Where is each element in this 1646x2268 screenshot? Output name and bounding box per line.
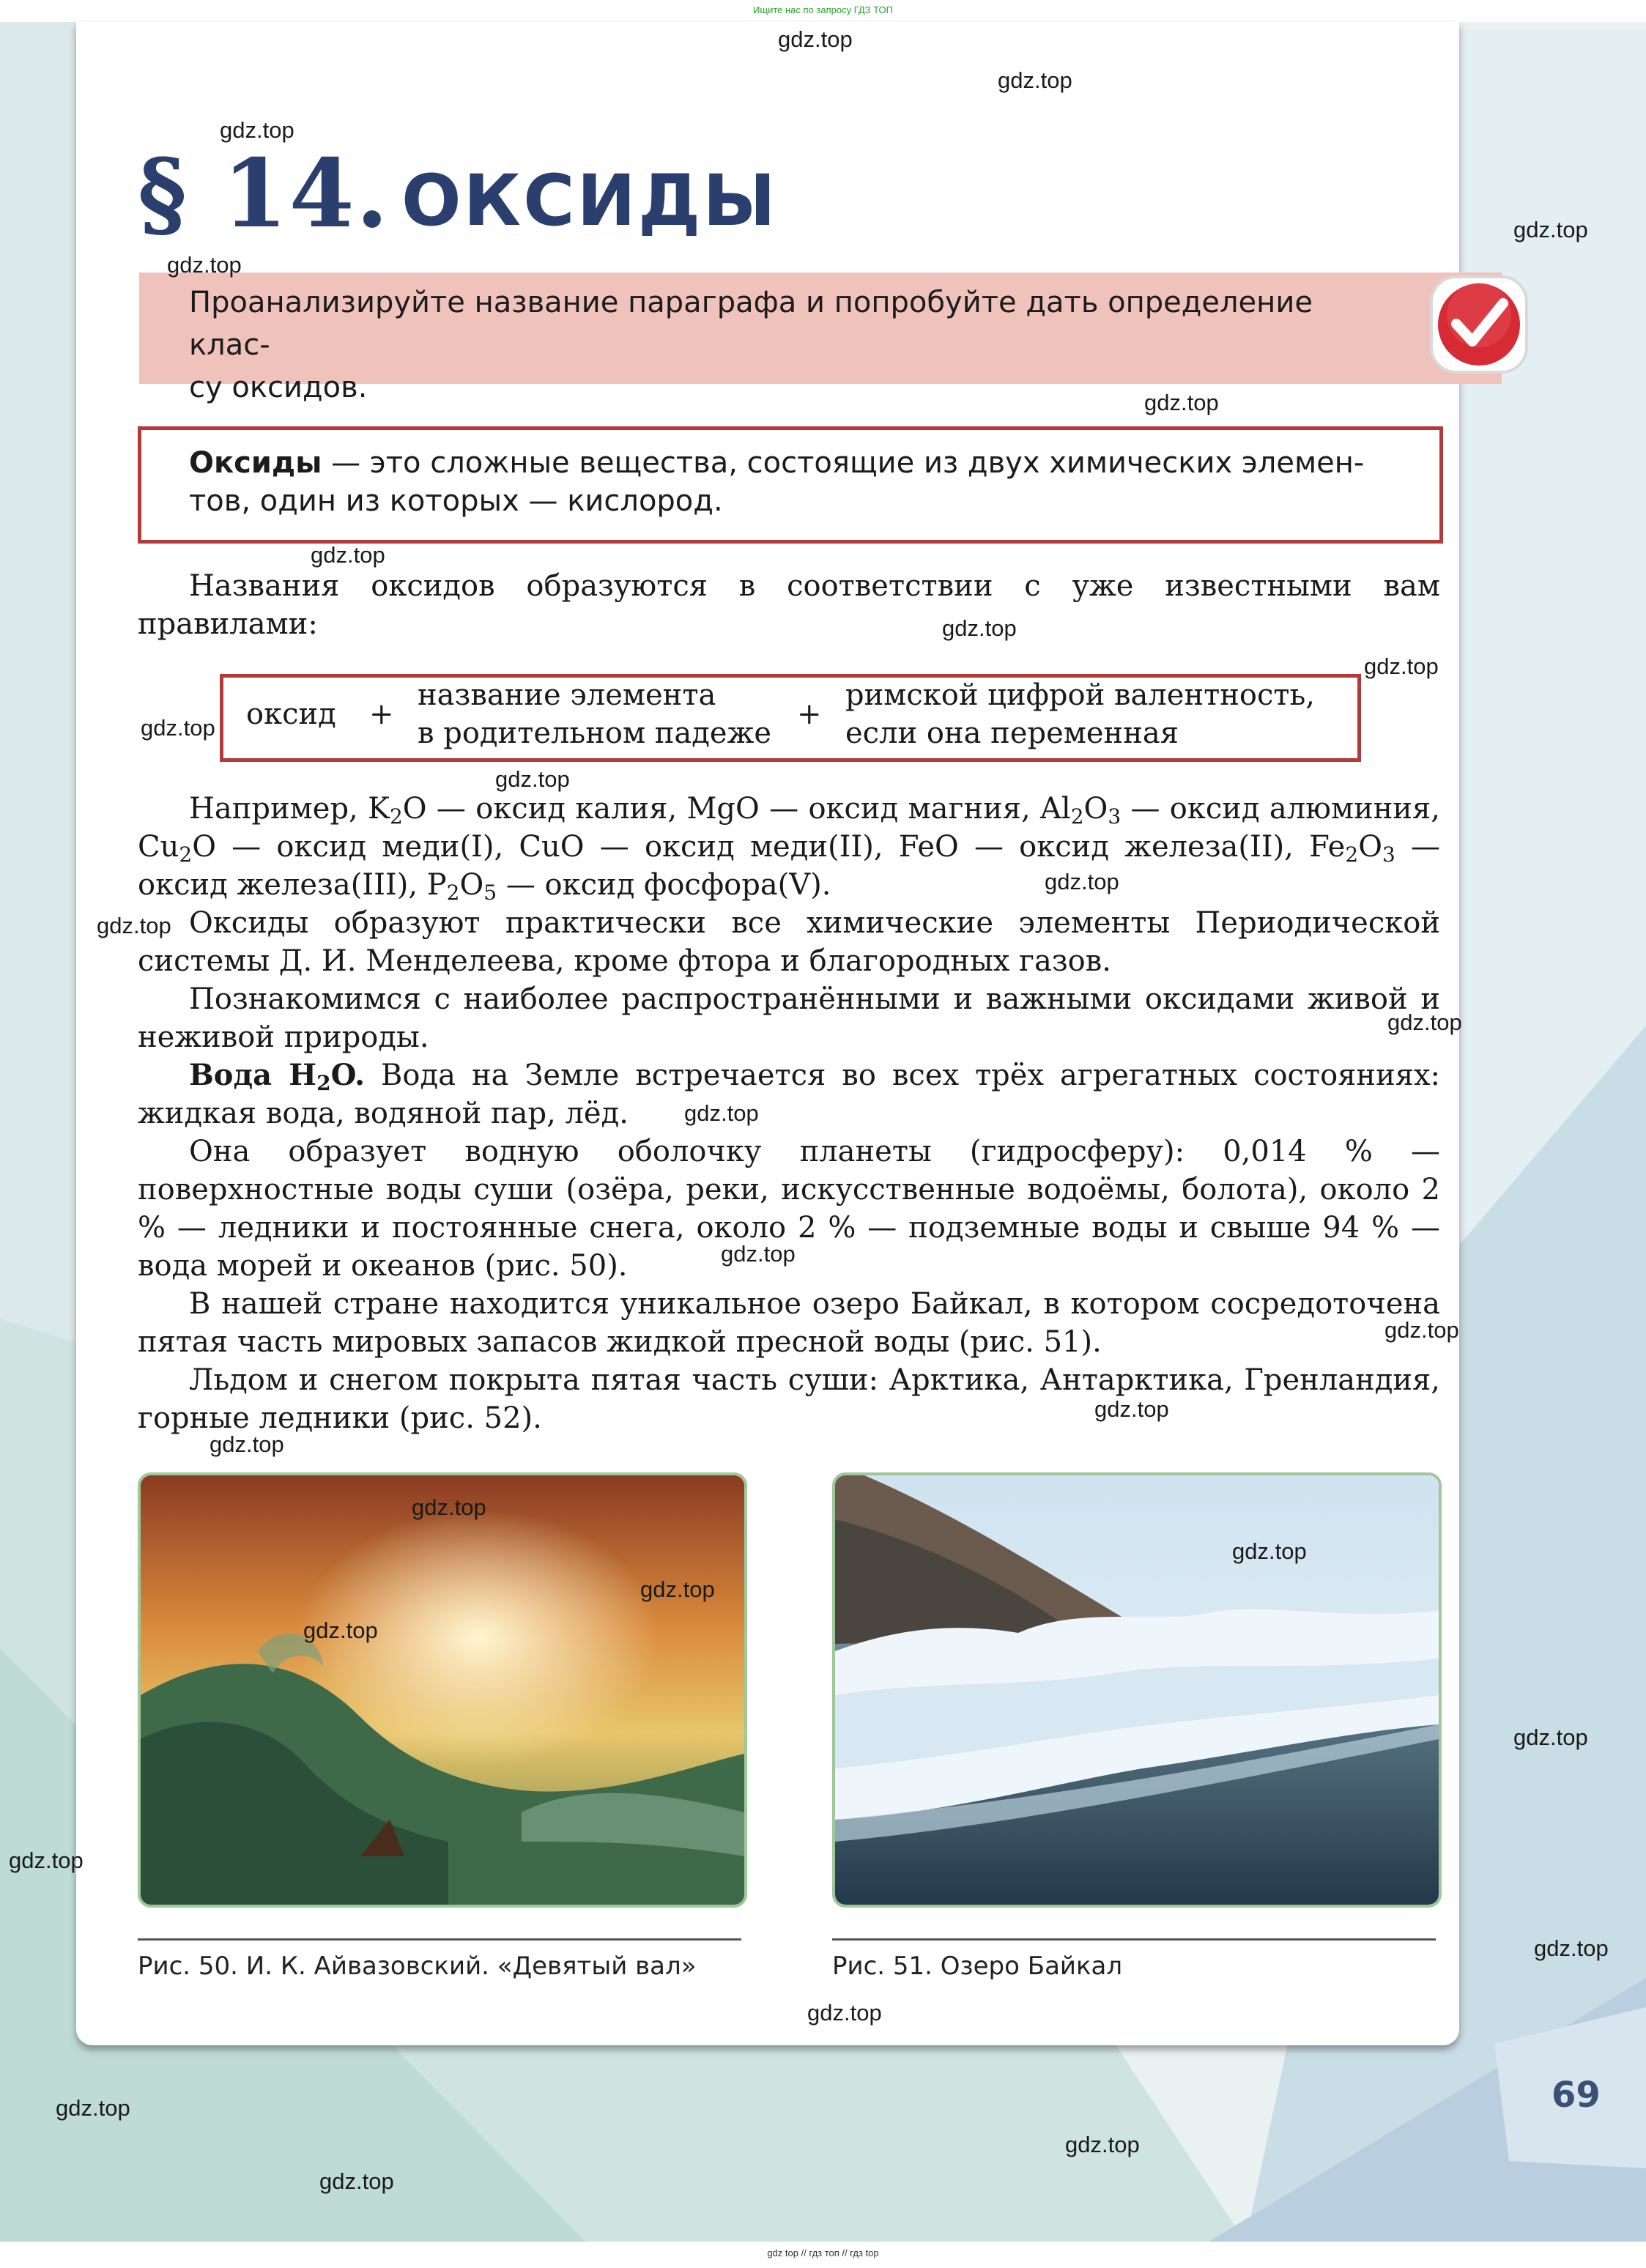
watermark: gdz.top xyxy=(1045,869,1119,894)
example-item: $Cu_2O$ — оксид меди(I), xyxy=(138,830,519,867)
watermark: gdz.top xyxy=(1513,217,1588,242)
watermark: gdz.top xyxy=(1144,390,1219,415)
watermark: gdz.top xyxy=(56,2095,130,2121)
watermark: gdz.top xyxy=(1534,1935,1609,1961)
example-item: $Fe_2O_3$ — оксид железа(III), xyxy=(138,830,1441,902)
intro-paragraph: Познакомимся с наиболее распространёнными и важными оксидами живой и неживой природы. xyxy=(138,982,1440,1054)
watermark: gdz.top xyxy=(1364,653,1439,679)
watermark: gdz.top xyxy=(1384,1317,1459,1343)
example-item: $P_2O_5$ — оксид фосфора(V). xyxy=(426,868,831,905)
watermark: gdz.top xyxy=(311,542,385,568)
formula-part-valence-1: римской цифрой валентность, xyxy=(845,678,1315,712)
watermark: gdz.top xyxy=(1094,1396,1169,1422)
definition-term: Оксиды xyxy=(189,446,322,480)
watermark: gdz.top xyxy=(210,1431,284,1457)
watermark: gdz.top xyxy=(942,615,1017,641)
watermark: gdz.top xyxy=(640,1576,715,1602)
watermark: gdz.top xyxy=(412,1494,486,1520)
watermark: gdz.top xyxy=(684,1100,759,1126)
example-item: MgO — оксид магния, xyxy=(686,792,1041,826)
example-item: CuO — оксид меди(II), xyxy=(519,830,899,864)
caption-rule-51 xyxy=(832,1938,1436,1941)
naming-intro: Названия оксидов образуются в соответствии с уже известными вам правилами: xyxy=(138,569,1440,641)
hydrosphere-paragraph: Она образует водную оболочку планеты (гидросферу): 0,014 % — поверхностные воды суши (озёра, реки, искусственные водоёмы, болота), около 2 % — ледники и постоянные снега, около 2 % — подземные воды и свыше 94 % — вода морей и океанов (рис. 50). xyxy=(138,1135,1440,1283)
formula-part-element-2: в родительном падеже xyxy=(418,716,772,750)
figure-51-caption: Рис. 51. Озеро Байкал xyxy=(832,1952,1123,1981)
watermark: gdz.top xyxy=(1387,1009,1462,1035)
watermark: gdz.top xyxy=(495,766,570,792)
example-item: $K_2O$ — оксид калия, xyxy=(368,792,687,829)
page-number: 69 xyxy=(1552,2075,1601,2116)
task-text: Проанализируйте название параграфа и попробуйте дать определение клас- су оксидов. xyxy=(189,286,1313,404)
formula-part-valence-2: если она переменная xyxy=(845,716,1179,750)
watermark: gdz.top xyxy=(97,913,171,938)
example-item: $Al_2O_3$ — оксид алюминия, xyxy=(1040,792,1440,829)
bottom-note: gdz top // гдз топ // гдз top xyxy=(767,2247,879,2258)
watermark: gdz.top xyxy=(1513,1724,1588,1750)
watermark: gdz.top xyxy=(721,1241,796,1267)
example-item: FeO — оксид железа(II), xyxy=(898,830,1310,864)
periodic-paragraph: Оксиды образуют практически все химические элементы Периодической системы Д. И. Менделеева, кроме фтора и благородных газов. xyxy=(138,906,1440,978)
ice-paragraph: Льдом и снегом покрыта пятая часть суши: Арктика, Антарктика, Гренландия, горные ледники (рис. 52). xyxy=(138,1363,1440,1435)
top-note: Ищите нас по запросу ГДЗ ТОП xyxy=(753,4,893,15)
watermark: gdz.top xyxy=(303,1617,378,1643)
baikal-paragraph: В нашей стране находится уникальное озеро Байкал, в котором сосредоточена пятая часть мировых запасов жидкой пресной воды (рис. 51). xyxy=(138,1287,1440,1359)
watermark: gdz.top xyxy=(167,252,242,278)
formula-plus-1: + xyxy=(369,697,394,731)
paragraph-number: § 14. xyxy=(138,139,390,249)
watermark: gdz.top xyxy=(9,1848,84,1873)
watermark: gdz.top xyxy=(319,2168,394,2194)
watermark: gdz.top xyxy=(778,26,853,52)
checkmark-icon xyxy=(1426,271,1532,378)
watermark: gdz.top xyxy=(1065,2132,1140,2157)
definition-text: Оксиды — это сложные вещества, состоящие из двух химических элемен- тов, один из которых — кислород. xyxy=(189,446,1365,518)
formula-part-oxide: оксид xyxy=(246,697,336,731)
examples-paragraph: Например, $K_2O$ — оксид калия, MgO — оксид магния, $Al_2O_3$ — оксид алюминия, $Cu_2O$ — оксид меди(I), CuO — оксид меди(II), FeO — оксид железа(II), $Fe_2O_3$ — оксид железа(III), $P_2O_5$ — оксид фосфора(V). xyxy=(138,792,1441,905)
watermark: gdz.top xyxy=(220,117,294,143)
water-paragraph: Вода $H_2O$. Вода на Земле встречается во всех трёх агрегатных состояниях: жидкая вода, водяной пар, лёд. xyxy=(138,1058,1440,1130)
caption-rule-50 xyxy=(138,1938,741,1941)
watermark: gdz.top xyxy=(998,67,1072,93)
figure-50-painting xyxy=(138,1472,747,1908)
formula-plus-2: + xyxy=(797,697,822,731)
figure-51-photo-baikal xyxy=(832,1472,1442,1908)
figure-50-caption: Рис. 50. И. К. Айвазовский. «Девятый вал» xyxy=(138,1952,697,1981)
watermark: gdz.top xyxy=(807,2000,882,2026)
formula-part-element-1: название элемента xyxy=(418,678,716,712)
watermark: gdz.top xyxy=(1232,1538,1307,1564)
watermark: gdz.top xyxy=(141,715,215,741)
water-heading: Вода $H_2O$. xyxy=(189,1058,365,1095)
page-title: ОКСИДЫ xyxy=(401,160,778,242)
